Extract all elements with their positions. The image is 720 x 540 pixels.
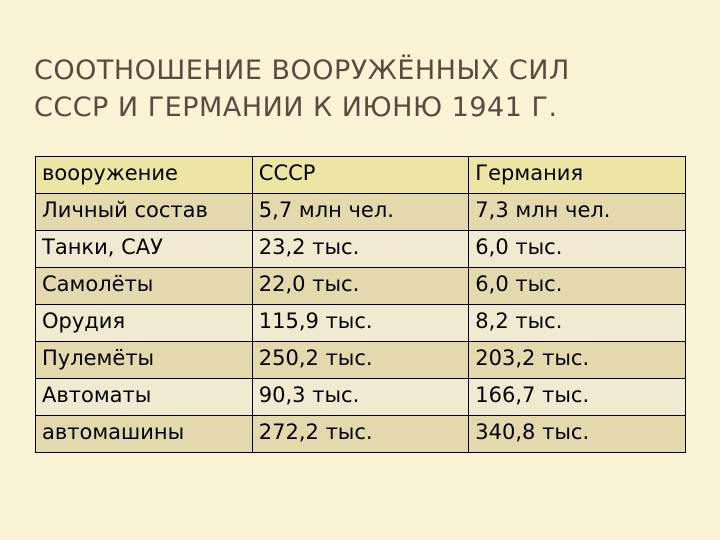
germany-value: 340,8 тыс.: [469, 416, 686, 453]
table-header-row: [36, 157, 686, 194]
row-label: Личный состав: [36, 194, 253, 231]
page-title: [34, 52, 694, 126]
table-row: [36, 194, 686, 231]
ussr-value: 22,0 тыс.: [252, 268, 469, 305]
page-title-line-1: СООТНОШЕНИЕ ВООРУЖЁННЫХ СИЛ: [34, 55, 570, 86]
table-row: [36, 268, 686, 305]
page-title-line-2: СССР И ГЕРМАНИИ К ИЮНЮ 1941 Г.: [34, 92, 558, 123]
table-row: [36, 379, 686, 416]
germany-value: 6,0 тыс.: [469, 268, 686, 305]
table-row: [36, 231, 686, 268]
germany-value: 166,7 тыс.: [469, 379, 686, 416]
row-label: Самолёты: [36, 268, 253, 305]
ussr-value: 23,2 тыс.: [252, 231, 469, 268]
ussr-value: 250,2 тыс.: [252, 342, 469, 379]
row-label: Автоматы: [36, 379, 253, 416]
ussr-value: 115,9 тыс.: [252, 305, 469, 342]
table-row: [36, 342, 686, 379]
header-cell-weapon: вооружение: [36, 157, 253, 194]
header-cell-ussr: СССР: [252, 157, 469, 194]
germany-value: 7,3 млн чел.: [469, 194, 686, 231]
row-label: Пулемёты: [36, 342, 253, 379]
table-row: [36, 416, 686, 453]
ussr-value: 5,7 млн чел.: [252, 194, 469, 231]
ussr-value: 90,3 тыс.: [252, 379, 469, 416]
row-label: Танки, САУ: [36, 231, 253, 268]
germany-value: 203,2 тыс.: [469, 342, 686, 379]
row-label: Орудия: [36, 305, 253, 342]
row-label: автомашины: [36, 416, 253, 453]
ussr-value: 272,2 тыс.: [252, 416, 469, 453]
germany-value: 6,0 тыс.: [469, 231, 686, 268]
table-row: [36, 305, 686, 342]
germany-value: 8,2 тыс.: [469, 305, 686, 342]
header-cell-germany: Германия: [469, 157, 686, 194]
armed-forces-comparison-table: [35, 156, 686, 453]
